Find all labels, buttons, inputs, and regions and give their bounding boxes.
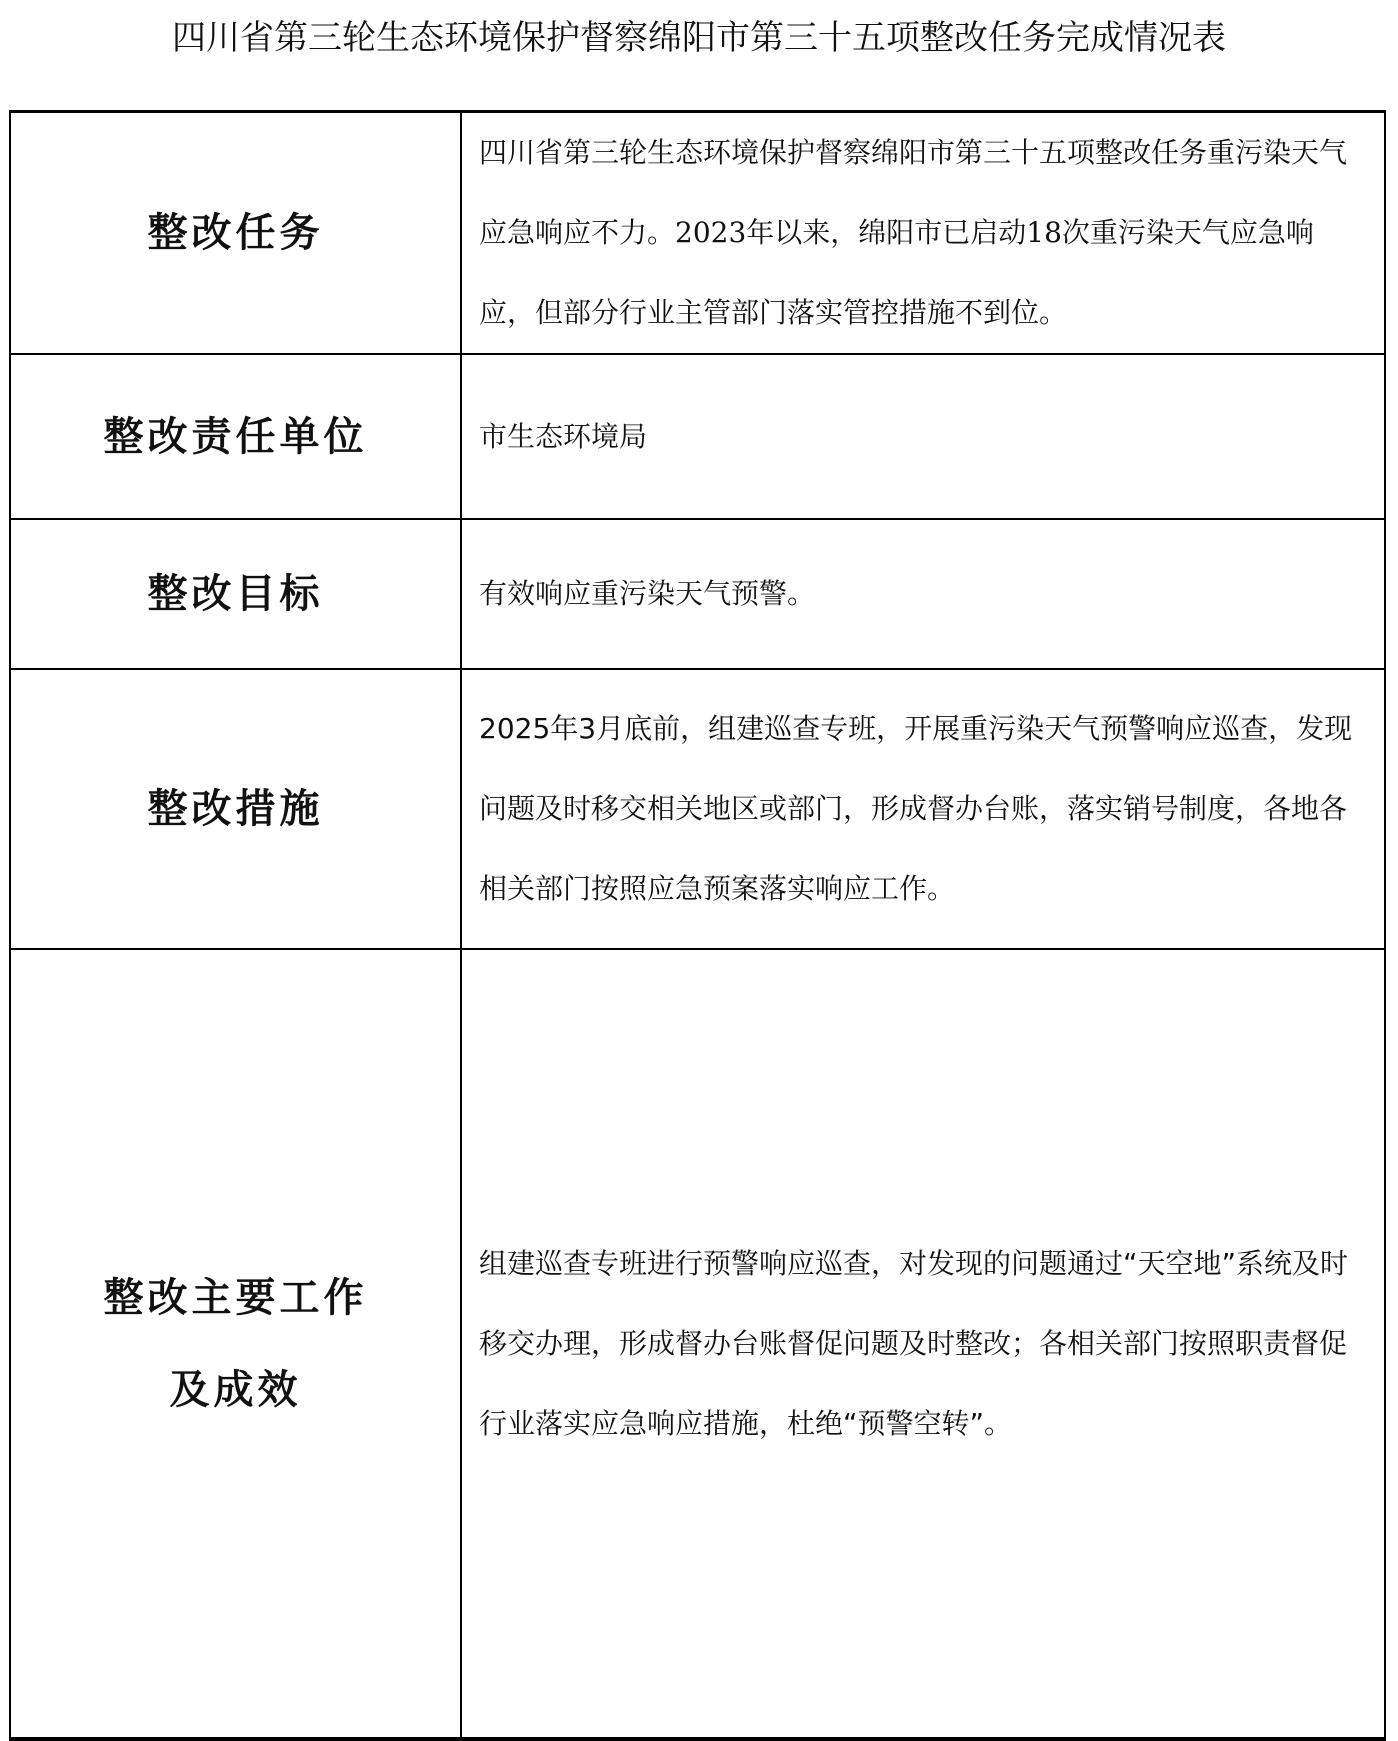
table-row-task [10,112,1385,355]
document-title: 四川省第三轮生态环境保护督察绵阳市第三十五项整改任务完成情况表 [172,18,1226,58]
row-label-responsible-unit: 整改责任单位 [10,354,461,519]
table-row-measures [10,669,1385,949]
row-label-main-work-line2: 及成效 [169,1365,302,1413]
row-label-goal: 整改目标 [10,519,461,669]
table-row-main-work [10,949,1385,1739]
row-label-main-work-line1: 整改主要工作 [103,1273,368,1321]
row-content-goal: 有效响应重污染天气预警。 [461,519,1385,669]
row-content-measures: 2025年3月底前，组建巡查专班，开展重污染天气预警响应巡查，发现问题及时移交相关地区或部门，形成督办台账，落实销号制度，各地各相关部门按照应急预案落实响应工作。 [461,669,1385,949]
row-content-responsible-unit: 市生态环境局 [461,354,1385,519]
table-row-goal [10,519,1385,669]
rectification-table [9,110,1386,1741]
row-label-main-work [10,949,461,1739]
row-content-main-work: 组建巡查专班进行预警响应巡查，对发现的问题通过“天空地”系统及时移交办理，形成督办台账督促问题及时整改；各相关部门按照职责督促行业落实应急响应措施，杜绝“预警空转”。 [461,949,1385,1739]
table-row-responsible-unit [10,354,1385,519]
row-label-measures: 整改措施 [10,669,461,949]
row-label-task: 整改任务 [10,112,461,355]
row-content-task: 四川省第三轮生态环境保护督察绵阳市第三十五项整改任务重污染天气应急响应不力。2023年以来，绵阳市已启动18次重污染天气应急响应，但部分行业主管部门落实管控措施不到位。 [461,112,1385,355]
